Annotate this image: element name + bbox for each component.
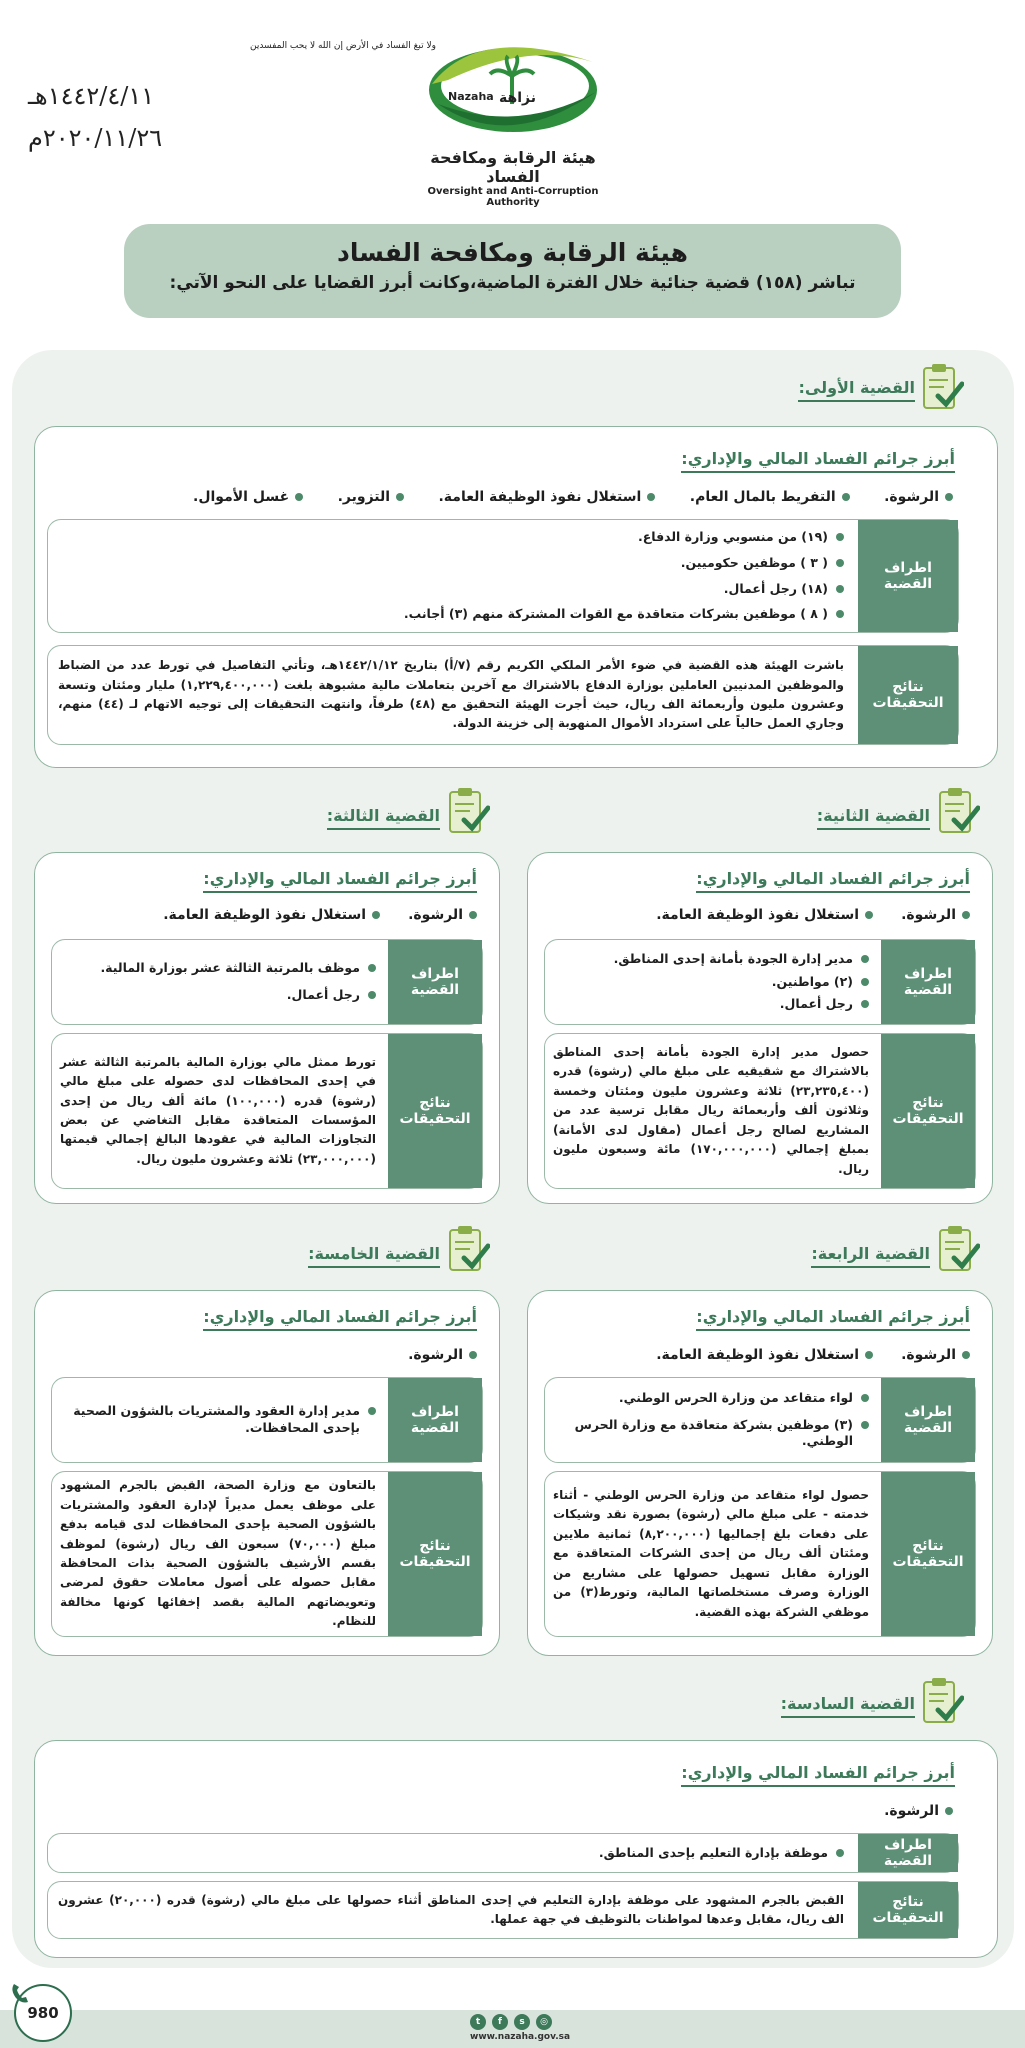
snapchat-icon[interactable]: s: [514, 2014, 530, 2030]
case-4-crimes: [656, 1347, 970, 1363]
instagram-icon[interactable]: ◎: [536, 2014, 552, 2030]
party-item: لواء متقاعد من وزارة الحرس الوطني.: [553, 1390, 869, 1407]
org-name-en: Oversight and Anti-Corruption Authority: [427, 186, 599, 208]
case-6-title-text: القضية السادسة:: [780, 1694, 915, 1713]
case-6-parties-list: [58, 1834, 844, 1872]
case-3-crimes: [163, 907, 477, 923]
case-1-crimes: [193, 489, 953, 505]
case-6-results-text: القبض بالجرم المشهود على موظفة بإدارة التعليم في إحدى المناطق أثناء حصولها على مبلغ مالي (رشوة) قدره (٢٠,٠٠٠) عشرون الف ريال، مقابل وعدها لمواطنات بالتوظيف في جهة عملها.: [58, 1892, 844, 1926]
clipboard-check-icon: [446, 786, 490, 836]
parties-label: اطراف القضية: [388, 940, 482, 1024]
headline-banner: [124, 224, 901, 318]
logo-name-ar: نزاهة: [499, 90, 536, 106]
case-2-parties-list: [553, 940, 869, 1024]
results-label: نتائج التحقيقات: [881, 1472, 975, 1636]
twitter-icon[interactable]: t: [470, 2014, 486, 2030]
party-item: مدير إدارة العقود والمشتريات بالشؤون الصحية بإحدى المحافظات.: [60, 1403, 376, 1437]
party-item: ( ٨ ) موظفين بشركات متعاقدة مع القوات المشتركة منهم (٣) أجانب.: [58, 606, 844, 623]
case-4-title: [811, 1244, 930, 1268]
org-name-ar: هيئة الرقابة ومكافحة الفساد: [430, 148, 596, 186]
case-6-parties-box: [47, 1833, 959, 1873]
case-6-results-box: [47, 1881, 959, 1939]
case-4-parties-box: [544, 1377, 976, 1463]
case-2-parties-box: [544, 939, 976, 1025]
logo-name-en: Nazaha: [448, 90, 494, 103]
banner-title: هيئة الرقابة ومكافحة الفساد: [337, 238, 688, 267]
party-item: (١٩) من منسوبي وزارة الدفاع.: [58, 529, 844, 546]
case-2-crimes: [656, 907, 970, 923]
case-5-crimes-heading: [203, 1307, 477, 1331]
crime-item: الرشوة.: [884, 489, 953, 505]
banner-subtitle: تباشر (١٥٨) قضية جنائية خلال الفترة الماضية،وكانت أبرز القضايا على النحو الآتي:: [169, 273, 856, 293]
date-gregorian: ٢٠٢٠/١١/٢٦م: [28, 124, 163, 152]
party-item: ( ٣ ) موظفين حكوميين.: [58, 555, 844, 572]
case-5-parties-box: [51, 1377, 483, 1463]
case-1-card: [34, 426, 998, 768]
social-icons: [470, 2014, 552, 2030]
crime-item: استغلال نفوذ الوظيفة العامة.: [438, 489, 655, 505]
crime-item: الرشوة.: [408, 1347, 477, 1363]
date-hijri: ١٤٤٢/٤/١١هـ: [28, 82, 155, 110]
facebook-icon[interactable]: f: [492, 2014, 508, 2030]
case-6-crimes-heading: [681, 1763, 955, 1787]
parties-label: اطراف القضية: [858, 520, 958, 632]
case-3-title-text: القضية الثالثة:: [326, 806, 440, 825]
case-5-title-text: القضية الخامسة:: [308, 1244, 440, 1263]
case-1-parties-box: [47, 519, 959, 633]
results-label: نتائج التحقيقات: [388, 1034, 482, 1188]
parties-label: اطراف القضية: [881, 1378, 975, 1462]
case-3-results-text: تورط ممثل مالي بوزارة المالية بالمرتبة الثالثة عشر في إحدى المحافظات لدى حصوله على مبلغ مالي (رشوة) قدره (١٠٠,٠٠٠) مائة ألف ريال من إحدى المؤسسات المتعاقدة مقابل التغاضي عن بعض التجاوزات المالية في عقودها البالغ إجمالي قيمتها (٢٣,٠٠٠,٠٠٠) ثلاثة وعشرون مليون ريال.: [60, 1054, 376, 1166]
party-item: (٢) مواطنين.: [553, 974, 869, 991]
crimes-heading-text: أبرز جرائم الفساد المالي والإداري:: [203, 1307, 477, 1326]
case-3-results-box: [51, 1033, 483, 1189]
party-item: (١٨) رجل أعمال.: [58, 581, 844, 598]
footer-bar: [0, 2010, 1025, 2048]
clipboard-check-icon: [920, 1676, 964, 1726]
case-2-results-text: حصول مدير إدارة الجودة بأمانة إحدى المناطق بالاشتراك مع شقيقيه على مبلغ مالي (رشوة) قدره (٢٣,٢٣٥,٤٠٠) ثلاثة وعشرون مليون ومئتان وخمسة وثلاثون ألف وأربعمائة ريال مقابل ترسية عدد من المشاريع لصالح رجل أعمال (مقاول لدى الأمانة) بمبلغ إجمالي (١٧٠,٠٠٠,٠٠٠) مائة وسبعون مليون ريال.: [553, 1044, 869, 1176]
hotline-badge: [14, 1984, 72, 2042]
case-1-title: [798, 378, 915, 402]
case-5-results-text: بالتعاون مع وزارة الصحة، القبض بالجرم المشهود على موظف يعمل مديراً لإدارة العقود والمشتريات بالشؤون الصحية بإحدى المحافظات لدى قيامه بدفع مبلغ (٧٠,٠٠٠) سبعون الف ريال (رشوة) لموظف بقسم الأرشيف بالشؤون الصحية بذات المحافظة مقابل حصوله على أصول معاملات حقوق لمرضى وتعويضاتهم المالية بقصد إخفائها كونها مخالفة للنظام.: [60, 1478, 376, 1629]
hotline-number: 980: [27, 2004, 59, 2022]
clipboard-check-icon: [936, 786, 980, 836]
case-5-results-box: [51, 1471, 483, 1637]
nazaha-emblem-icon: [249, 22, 608, 140]
website-link[interactable]: www.nazaha.gov.sa: [470, 2032, 571, 2042]
clipboard-check-icon: [936, 1224, 980, 1274]
results-label: نتائج التحقيقات: [881, 1034, 975, 1188]
nazaha-logo: [249, 22, 608, 208]
case-1-parties-list: [58, 520, 844, 632]
results-label: نتائج التحقيقات: [388, 1472, 482, 1636]
crime-item: الرشوة.: [901, 907, 970, 923]
clipboard-check-icon: [446, 1224, 490, 1274]
case-3-crimes-heading: [203, 869, 477, 893]
party-item: موظفة بإدارة التعليم بإحدى المناطق.: [58, 1845, 844, 1862]
case-5-card: [34, 1290, 500, 1656]
case-6-card: [34, 1740, 998, 1958]
case-2-crimes-heading: [696, 869, 970, 893]
case-1-crimes-heading: [681, 449, 955, 473]
case-3-card: [34, 852, 500, 1204]
case-4-title-text: القضية الرابعة:: [811, 1244, 930, 1263]
crimes-heading-text: أبرز جرائم الفساد المالي والإداري:: [696, 1307, 970, 1326]
results-label: نتائج التحقيقات: [858, 1882, 958, 1938]
clipboard-check-icon: [920, 362, 964, 412]
crime-item: الرشوة.: [408, 907, 477, 923]
crimes-heading-text: أبرز جرائم الفساد المالي والإداري:: [681, 1763, 955, 1782]
crime-item: الرشوة.: [884, 1803, 953, 1819]
case-1-results-text: باشرت الهيئة هذه القضية في ضوء الأمر الملكي الكريم رقم (٧/أ) بتاريخ ١٤٤٢/١/١٢هـ، وتأتي التفاصيل في تورط عدد من الضباط والموظفين المدنيين العاملين بوزارة الدفاع بالاشتراك مع آخرين بتعاملات مالية مشبوهة بلغت (١,٢٢٩,٤٠٠,٠٠٠) مليار ومئتان وتسعة وعشرون مليون وأربعمائة الف ريال، حيث أجرت الهيئة التحقيق مع (٤٨) طرفاً، وانتهت التحقيقات إلى توجيه الاتهام لـ (٤٤) منهم، وجاري العمل حالياً على استرداد الأموال المنهوبة إلى خزينة الدولة.: [58, 658, 845, 731]
case-2-title-text: القضية الثانية:: [816, 806, 930, 825]
party-item: مدير إدارة الجودة بأمانة إحدى المناطق.: [553, 951, 869, 968]
parties-label: اطراف القضية: [881, 940, 975, 1024]
case-4-results-box: [544, 1471, 976, 1637]
case-6-title: [781, 1694, 915, 1718]
case-3-parties-list: [60, 940, 376, 1024]
crime-item: استغلال نفوذ الوظيفة العامة.: [656, 907, 873, 923]
crime-item: استغلال نفوذ الوظيفة العامة.: [163, 907, 380, 923]
case-3-title: [327, 806, 440, 830]
case-2-card: [527, 852, 993, 1204]
crime-item: الرشوة.: [901, 1347, 970, 1363]
phone-icon: [10, 1982, 32, 2004]
case-5-crimes: [408, 1347, 477, 1363]
crime-item: غسل الأموال.: [193, 489, 303, 505]
case-6-crimes: [884, 1803, 953, 1819]
case-5-title: [308, 1244, 440, 1268]
parties-label: اطراف القضية: [388, 1378, 482, 1462]
case-2-results-box: [544, 1033, 976, 1189]
crimes-heading-text: أبرز جرائم الفساد المالي والإداري:: [203, 869, 477, 888]
crime-item: التزوير.: [338, 489, 404, 505]
crime-item: استغلال نفوذ الوظيفة العامة.: [656, 1347, 873, 1363]
case-4-crimes-heading: [696, 1307, 970, 1331]
crimes-heading-text: أبرز جرائم الفساد المالي والإداري:: [681, 449, 955, 468]
logo-motto: ولا تبغ الفساد في الأرض إن الله لا يحب المفسدين: [249, 41, 436, 51]
results-label: نتائج التحقيقات: [858, 646, 958, 744]
party-item: (٣) موظفين بشركة متعاقدة مع وزارة الحرس الوطني.: [553, 1417, 869, 1451]
case-4-parties-list: [553, 1378, 869, 1462]
case-4-results-text: حصول لواء متقاعد من وزارة الحرس الوطني - أثناء خدمته - على مبلغ مالي (رشوة) بصورة نقد وشيكات على دفعات بلغ إجماليها (٨,٢٠٠,٠٠٠) ثمانية ملايين ومئتان ألف ريال من إحدى الشركات المتعاقدة مع الوزارة مقابل تسهيل حصولها على مشاريع من الوزارة وصرف مستخلصاتها المالية، وتورط(٣) من موظفي الشركة بهذه القضية.: [553, 1487, 869, 1619]
party-item: رجل أعمال.: [553, 996, 869, 1013]
case-1-results-box: [47, 645, 959, 745]
case-3-parties-box: [51, 939, 483, 1025]
crimes-heading-text: أبرز جرائم الفساد المالي والإداري:: [696, 869, 970, 888]
case-5-parties-list: [60, 1378, 376, 1462]
case-2-title: [817, 806, 930, 830]
party-item: رجل أعمال.: [60, 987, 376, 1004]
case-1-title-text: القضية الأولى:: [798, 378, 915, 397]
parties-label: اطراف القضية: [858, 1834, 958, 1872]
party-item: موظف بالمرتبة الثالثة عشر بوزارة المالية.: [60, 960, 376, 977]
case-4-card: [527, 1290, 993, 1656]
crime-item: التفريط بالمال العام.: [690, 489, 850, 505]
